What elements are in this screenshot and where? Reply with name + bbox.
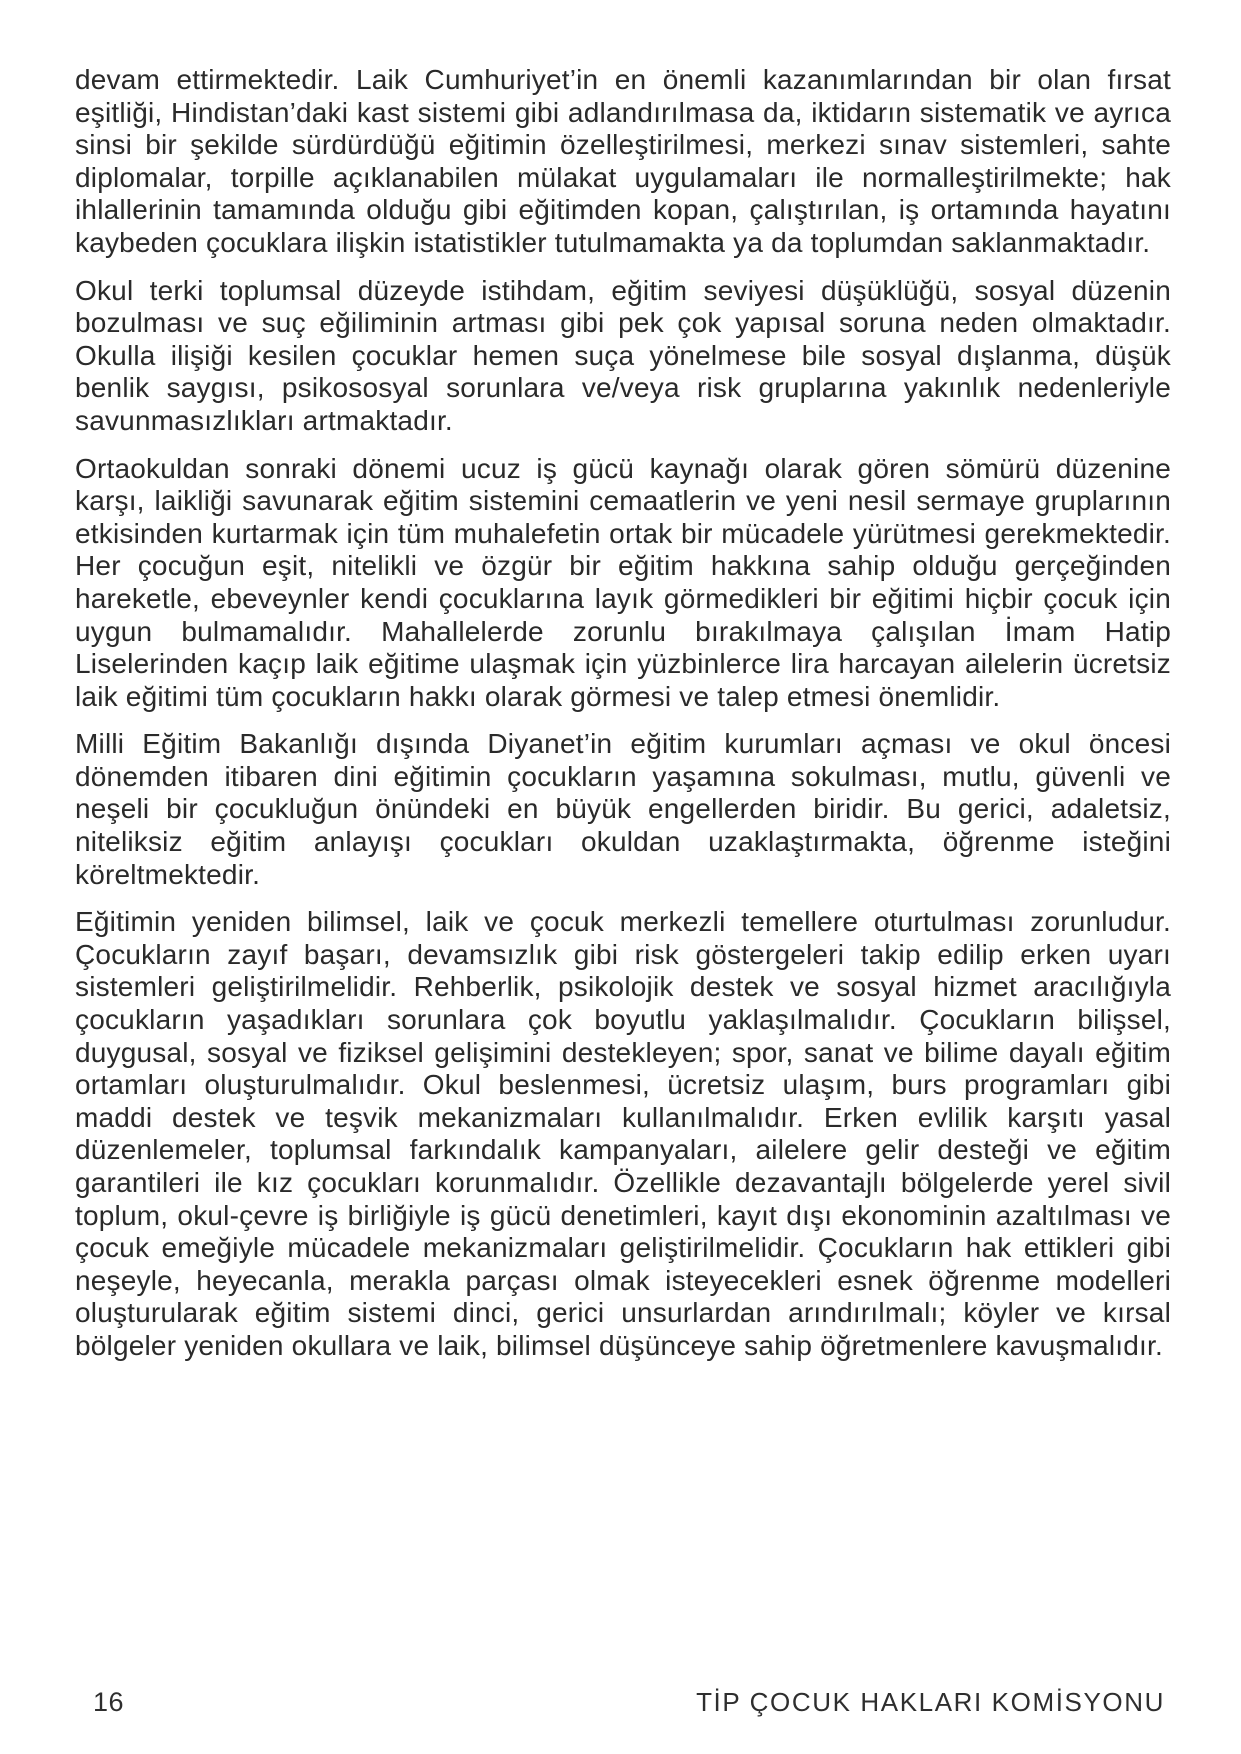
page-footer bbox=[93, 1687, 1165, 1718]
body-paragraph: Milli Eğitim Bakanlığı dışında Diyanet’in eğitim kurumları açması ve okul öncesi dönemden itibaren dini eğitimin çocukların yaşamına sokulması, mutlu, güvenli ve neşeli bir çocukluğun önündeki en büyük engellerden biridir. Bu gerici, adaletsiz, niteliksiz eğitim anlayışı çocukları okuldan uzaklaştırmakta, öğrenme isteğini köreltmektedir. bbox=[75, 728, 1171, 890]
body-paragraph: Okul terki toplumsal düzeyde istihdam, eğitim seviyesi düşüklüğü, sosyal düzenin bozulması ve suç eğiliminin artması gibi pek çok yapısal soruna neden olmaktadır. Okulla ilişiği kesilen çocuklar hemen suça yönelmese bile sosyal dışlanma, düşük benlik saygısı, psikososyal sorunlara ve/veya risk gruplarına yakınlık nedenleriyle savunmasızlıkları artmaktadır. bbox=[75, 274, 1171, 436]
footer-commission-title: TİP ÇOCUK HAKLARI KOMİSYONU bbox=[696, 1687, 1165, 1717]
page-content bbox=[75, 64, 1171, 1378]
body-paragraph: Eğitimin yeniden bilimsel, laik ve çocuk merkezli temellere oturtulması zorunludur. Çocukların zayıf başarı, devamsızlık gibi risk göstergeleri takip edilip erken uyarı sistemleri geliştirilmelidir. Rehberlik, psikolojik destek ve sosyal hizmet aracılığıyla çocukların yaşadıkları sorunlara çok boyutlu yaklaşılmalıdır. Çocukların bilişsel, duygusal, sosyal ve fiziksel gelişimini destekleyen; spor, sanat ve bilime dayalı eğitim ortamları oluşturulmalıdır. Okul beslenmesi, ücretsiz ulaşım, burs programları gibi maddi destek ve teşvik mekanizmaları kullanılmalıdır. Erken evlilik karşıtı yasal düzenlemeler, toplumsal farkındalık kampanyaları, ailelere gelir desteği ve eğitim garantileri ile kız çocukları korunmalıdır. Özellikle dezavantajlı bölgelerde yerel sivil toplum, okul-çevre iş birliğiyle iş gücü denetimleri, kayıt dışı ekonominin azaltılması ve çocuk emeğiyle mücadele mekanizmaları geliştirilmelidir. Çocukların hak ettikleri gibi neşeyle, heyecanla, merakla parçası olmak isteyecekleri esnek öğrenme modelleri oluşturularak eğitim sistemi dinci, gerici unsurlardan arındırılmalı; köyler ve kırsal bölgeler yeniden okullara ve laik, bilimsel düşünceye sahip öğretmenlere kavuşmalıdır. bbox=[75, 906, 1171, 1361]
body-paragraph: Ortaokuldan sonraki dönemi ucuz iş gücü kaynağı olarak gören sömürü düzenine karşı, laikliği savunarak eğitim sistemini cemaatlerin ve yeni nesil sermaye gruplarının etkisinden kurtarmak için tüm muhalefetin ortak bir mücadele yürütmesi gerekmektedir. Her çocuğun eşit, nitelikli ve özgür bir eğitim hakkına sahip olduğu gerçeğinden hareketle, ebeveynler kendi çocuklarına layık görmedikleri bir eğitimi hiçbir çocuk için uygun bulmamalıdır. Mahallelerde zorunlu bırakılmaya çalışılan İmam Hatip Liselerinden kaçıp laik eğitime ulaşmak için yüzbinlerce lira harcayan ailelerin ücretsiz laik eğitimi tüm çocukların hakkı olarak görmesi ve talep etmesi önemlidir. bbox=[75, 452, 1171, 712]
body-paragraph: devam ettirmektedir. Laik Cumhuriyet’in en önemli kazanımlarından bir olan fırsat eşitliği, Hindistan’daki kast sistemi gibi adlandırılmasa da, iktidarın sistematik ve ayrıca sinsi bir şekilde sürdürdüğü eğitimin özelleştirilmesi, merkezi sınav sistemleri, sahte diplomalar, torpille açıklanabilen mülakat uygulamaları ile normalleştirilmekte; hak ihlallerinin tamamında olduğu gibi eğitimden kopan, çalıştırılan, iş ortamında hayatını kaybeden çocuklara ilişkin istatistikler tutulmamakta ya da toplumdan saklanmaktadır. bbox=[75, 64, 1171, 258]
page-number: 16 bbox=[93, 1687, 125, 1717]
